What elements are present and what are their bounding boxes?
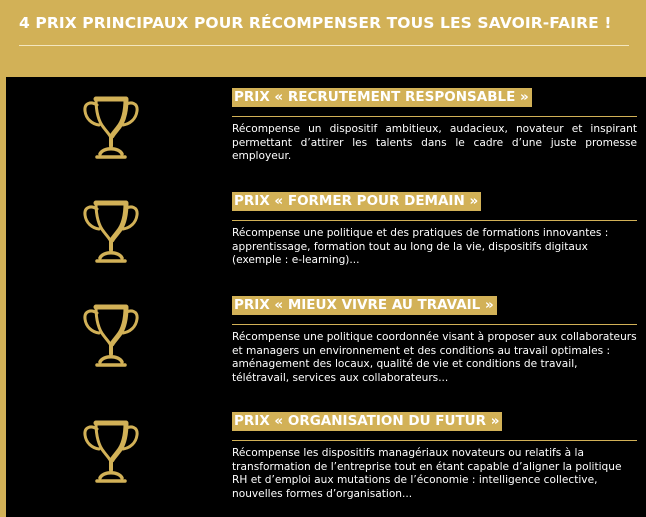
award-description: Récompense une politique et des pratiques de formations innovantes : apprentissage, formation tout au long de la vie, dispositifs digitaux (exemple : e-learning)... [232, 227, 609, 266]
award-recrutement-responsable [6, 77, 646, 187]
trophy-icon [80, 93, 142, 163]
award-divider [232, 440, 637, 441]
trophy-icon [80, 301, 142, 371]
header-banner [0, 0, 646, 77]
award-description: Récompense les dispositifs managériaux novateurs ou relatifs à la transformation de l’entreprise tout en étant capable d’aligner la politique RH et d’emploi aux mutations de l’économie : intelligence collective, nouvelles formes d’organisation... [232, 447, 622, 500]
award-title: PRIX « ORGANISATION DU FUTUR » [232, 412, 502, 431]
page-title: 4 PRIX PRINCIPAUX POUR RÉCOMPENSER TOUS LES SAVOIR-FAIRE ! [19, 14, 612, 32]
award-title: PRIX « RECRUTEMENT RESPONSABLE » [232, 88, 532, 107]
header-divider [19, 45, 629, 46]
award-title: PRIX « FORMER POUR DEMAIN » [232, 192, 481, 211]
award-divider [232, 324, 637, 325]
award-title: PRIX « MIEUX VIVRE AU TRAVAIL » [232, 296, 497, 315]
awards-panel [6, 77, 646, 517]
award-divider [232, 220, 637, 221]
award-mieux-vivre-au-travail [6, 285, 646, 395]
trophy-icon [80, 417, 142, 487]
trophy-icon [80, 197, 142, 267]
award-divider [232, 116, 637, 117]
award-description: Récompense un dispositif ambitieux, audacieux, novateur et inspirant permettant d’attirer les talents dans le cadre d’une juste promesse employeur. [232, 123, 637, 162]
award-former-pour-demain [6, 181, 646, 291]
award-organisation-du-futur [6, 401, 646, 511]
award-description: Récompense une politique coordonnée visant à proposer aux collaborateurs et managers un environnement et des conditions au travail optimales : aménagement des locaux, qualité de vie et conditions de travail, télétravail, services aux collaborateurs... [232, 331, 637, 384]
